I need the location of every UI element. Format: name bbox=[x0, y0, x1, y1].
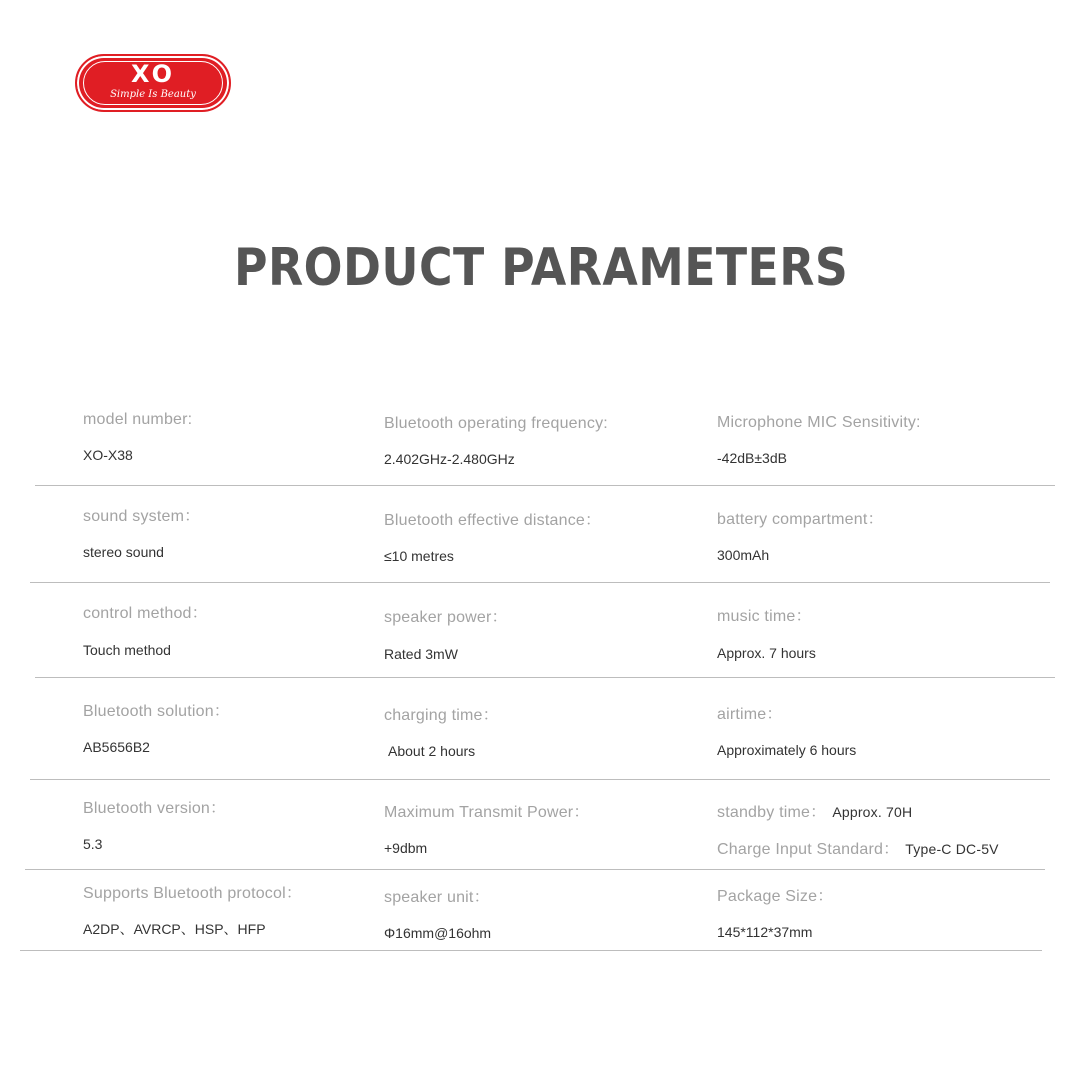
row-divider bbox=[30, 779, 1050, 780]
param-label-transmit-power: Maximum Transmit Power： bbox=[384, 804, 590, 821]
param-value-transmit-power: +9dbm bbox=[384, 840, 428, 856]
brand-logo bbox=[75, 54, 231, 112]
param-value-standby-time: Approx. 70H bbox=[832, 804, 913, 820]
param-value-speaker-unit: Φ16mm@16ohm bbox=[384, 925, 492, 941]
param-value-speaker-power: Rated 3mW bbox=[384, 646, 458, 662]
param-value-airtime: Approximately 6 hours bbox=[717, 742, 857, 758]
param-label-model-number: model number: bbox=[83, 411, 193, 428]
param-label-control-method: control method： bbox=[83, 605, 208, 622]
param-value-charge-input: Type-C DC-5V bbox=[905, 841, 999, 857]
param-value-battery: 300mAh bbox=[717, 547, 770, 563]
param-value-control-method: Touch method bbox=[83, 642, 171, 658]
param-label-charge-input: Charge Input Standard： bbox=[717, 841, 900, 858]
param-label-bt-protocol: Supports Bluetooth protocol： bbox=[83, 885, 303, 902]
param-label-bt-distance: Bluetooth effective distance： bbox=[384, 512, 602, 529]
param-label-bt-frequency: Bluetooth operating frequency: bbox=[384, 415, 608, 432]
param-label-speaker-unit: speaker unit： bbox=[384, 889, 490, 906]
logo-tagline: Simple Is Beauty bbox=[110, 89, 196, 100]
param-value-bt-protocol: A2DP、AVRCP、HSP、HFP bbox=[83, 921, 266, 937]
param-value-charging-time: About 2 hours bbox=[388, 743, 476, 759]
param-label-sound-system: sound system： bbox=[83, 508, 201, 525]
param-label-package-size: Package Size： bbox=[717, 888, 834, 905]
param-value-bt-distance: ≤10 metres bbox=[384, 548, 454, 564]
row-divider bbox=[25, 869, 1045, 870]
param-value-mic-sensitivity: -42dB±3dB bbox=[717, 450, 787, 466]
param-value-music-time: Approx. 7 hours bbox=[717, 645, 816, 661]
row-divider bbox=[35, 677, 1055, 678]
param-label-standby-time: standby time： bbox=[717, 804, 827, 821]
param-charge-input bbox=[717, 839, 999, 860]
param-value-bt-solution: AB5656B2 bbox=[83, 739, 150, 755]
param-label-bt-solution: Bluetooth solution： bbox=[83, 703, 231, 720]
logo-mark: XO bbox=[130, 60, 176, 88]
param-value-sound-system: stereo sound bbox=[83, 544, 164, 560]
row-divider bbox=[35, 485, 1055, 486]
param-label-charging-time: charging time： bbox=[384, 707, 499, 724]
param-value-package-size: 145*112*37mm bbox=[717, 924, 813, 940]
row-divider bbox=[30, 582, 1050, 583]
param-label-battery: battery compartment： bbox=[717, 511, 884, 528]
page-title: PRODUCT PARAMETERS bbox=[234, 238, 849, 298]
param-value-bt-frequency: 2.402GHz-2.480GHz bbox=[384, 451, 515, 467]
param-label-airtime: airtime： bbox=[717, 706, 783, 723]
param-standby-time bbox=[717, 802, 912, 823]
param-label-music-time: music time： bbox=[717, 608, 812, 625]
param-label-mic-sensitivity: Microphone MIC Sensitivity: bbox=[717, 414, 921, 431]
param-value-model-number: XO-X38 bbox=[83, 447, 133, 463]
param-label-bt-version: Bluetooth version： bbox=[83, 800, 227, 817]
param-value-bt-version: 5.3 bbox=[83, 836, 103, 852]
param-label-speaker-power: speaker power： bbox=[384, 609, 508, 626]
row-divider bbox=[20, 950, 1042, 951]
